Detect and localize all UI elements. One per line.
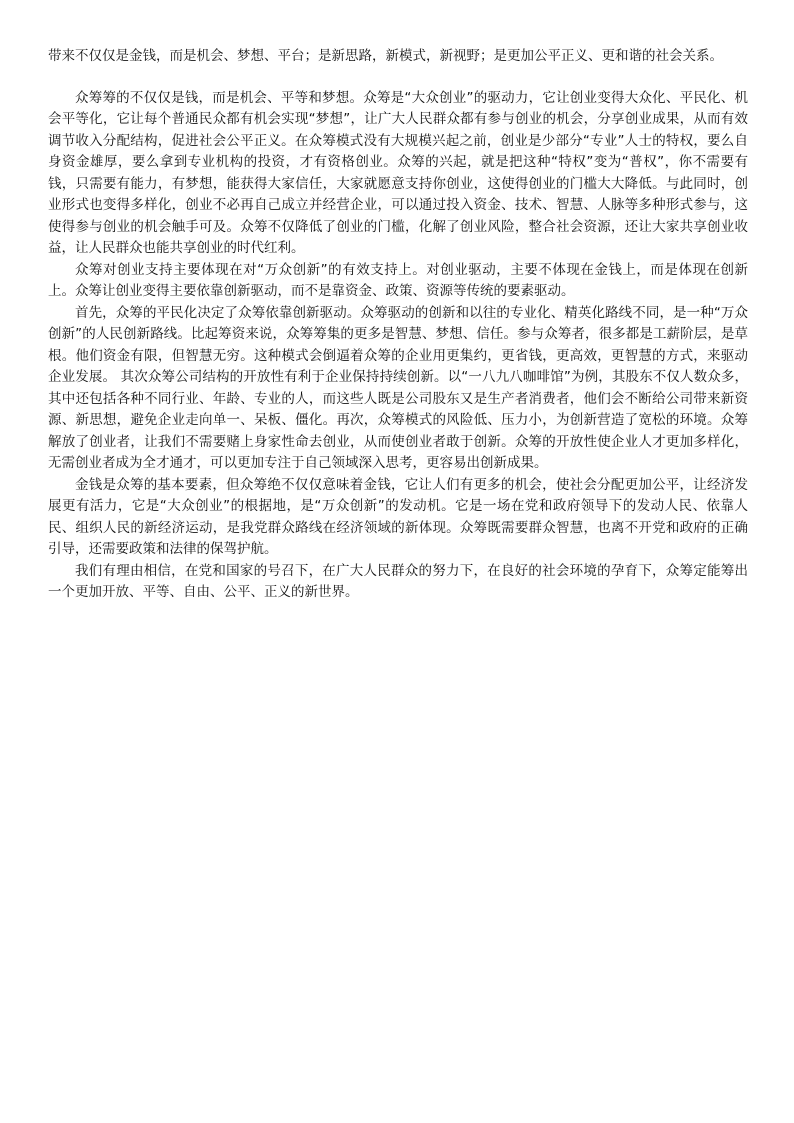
document-body [48, 46, 748, 604]
paragraph-continuation: 带来不仅仅是金钱，而是机会、梦想、平台；是新思路，新模式，新视野；是更加公平正义、更和谐的社会关系。 [48, 48, 723, 64]
paragraph-innovation-support: 众筹对创业支持主要体现在对“万众创新”的有效支持上。对创业驱动，主要不体现在金钱上，而是体现在创新上。众筹让创业变得主要依靠创新驱动，而不是靠资金、政策、资源等传统的要素驱动。 [48, 261, 748, 299]
paragraph-crowdfunding-opportunity: 众筹筹的不仅仅是钱，而是机会、平等和梦想。众筹是“大众创业”的驱动力，它让创业变得大众化、平民化、机会平等化，它让每个普通民众都有机会实现“梦想”，让广大人民群众都有参与创业的机会，分享创业成果，从而有效调节收入分配结构，促进社会公平正义。在众筹模式没有大规模兴起之前，创业是少部分“专业”人士的特权，要么自身资金雄厚，要么拿到专业机构的投资，才有资格创业。众筹的兴起，就是把这种“特权”变为“普权”，你不需要有钱，只需要有能力，有梦想，能获得大家信任，大家就愿意支持你创业，这使得创业的门槛大大降低。与此同时，创业形式也变得多样化，创业不必再自己成立并经营企业，可以通过投入资金、技术、智慧、人脉等多种形式参与，这使得参与创业的机会触手可及。众筹不仅降低了创业的门槛，化解了创业风险，整合社会资源，还让大家共享创业收益，让人民群众也能共享创业的时代红利。 [48, 89, 748, 256]
paragraph-money-and-more: 金钱是众筹的基本要素，但众筹绝不仅仅意味着金钱，它让人们有更多的机会，使社会分配更加公平，让经济发展更有活力，它是“大众创业”的根据地，是“万众创新”的发动机。它是一场在党和政府领导下的发动人民、依靠人民、组织人民的新经济运动，是我党群众路线在经济领域的新体现。众筹既需要群众智慧，也离不开党和政府的正确引导，还需要政策和法律的保驾护航。 [48, 476, 748, 557]
paragraph-innovation-drivers: 首先，众筹的平民化决定了众筹依靠创新驱动。众筹驱动的创新和以往的专业化、精英化路线不同，是一种“万众创新”的人民创新路线。比起筹资来说，众筹筹集的更多是智慧、梦想、信任。参与众筹者，很多都是工薪阶层，是草根。他们资金有限，但智慧无穷。这种模式会倒逼着众筹的企业用更集约，更省钱，更高效，更智慧的方式，来驱动企业发展。 其次众筹公司结构的开放性有利于企业保持持续创新。以“一八九八咖啡馆”为例，其股东不仅人数众多，其中还包括各种不同行业、年龄、专业的人，而这些人既是公司股东又是生产者消费者，他们会不断给公司带来新资源、新思想，避免企业走向单一、呆板、僵化。再次，众筹模式的风险低、压力小，为创新营造了宽松的环境。众筹解放了创业者，让我们不需要赌上身家性命去创业，从而使创业者敢于创新。众筹的开放性使企业人才更加多样化，无需创业者成为全才通才，可以更加专注于自己领域深入思考，更容易出创新成果。 [48, 304, 748, 471]
paragraph-conclusion: 我们有理由相信，在党和国家的号召下，在广大人民群众的努力下，在良好的社会环境的孕育下，众筹定能筹出一个更加开放、平等、自由、公平、正义的新世界。 [48, 562, 748, 600]
